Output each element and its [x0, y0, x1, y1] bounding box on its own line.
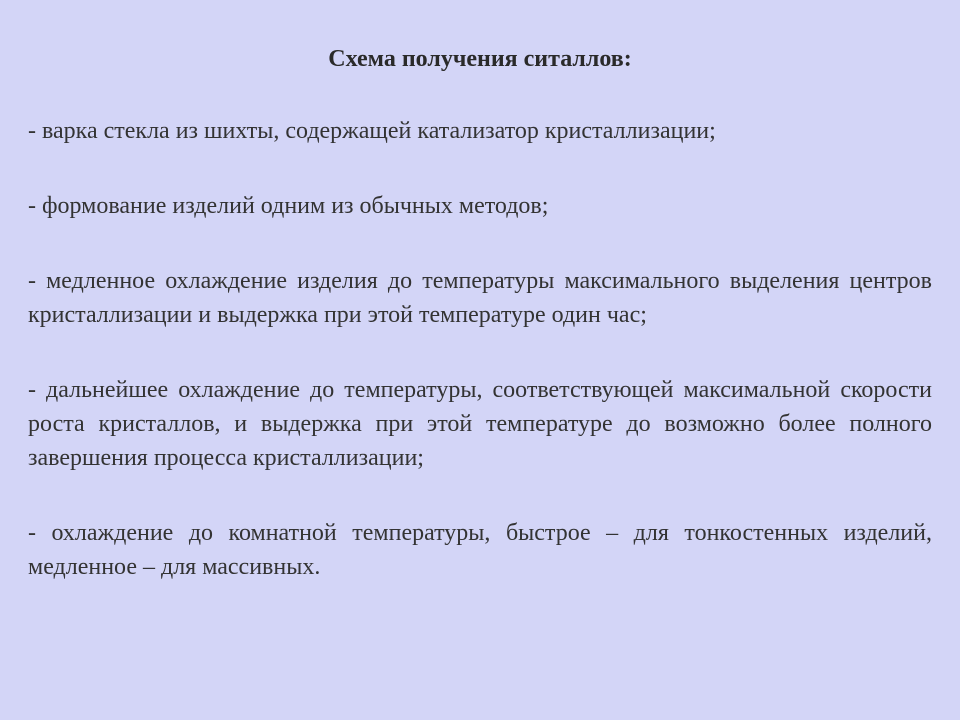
list-item-further-cooling: - дальнейшее охлаждение до температуры, соответствующей максимальной скорости роста кристаллов, и выдержка при этой температуре до возможно более полного завершения процесса кристаллизации;: [28, 377, 932, 471]
slide-title: Схема получения ситаллов:: [328, 46, 632, 72]
list-item-slow-cooling: - медленное охлаждение изделия до температуры максимального выделения центров кристаллизации и выдержка при этой температуре один час;: [28, 268, 932, 328]
list-item-glass-melting: - варка стекла из шихты, содержащей катализатор кристаллизации;: [28, 118, 716, 144]
list-item-room-temperature-cooling: - охлаждение до комнатной температуры, быстрое – для тонкостенных изделий, медленное – для массивных.: [28, 520, 932, 580]
list-item-forming: - формование изделий одним из обычных методов;: [28, 193, 549, 219]
